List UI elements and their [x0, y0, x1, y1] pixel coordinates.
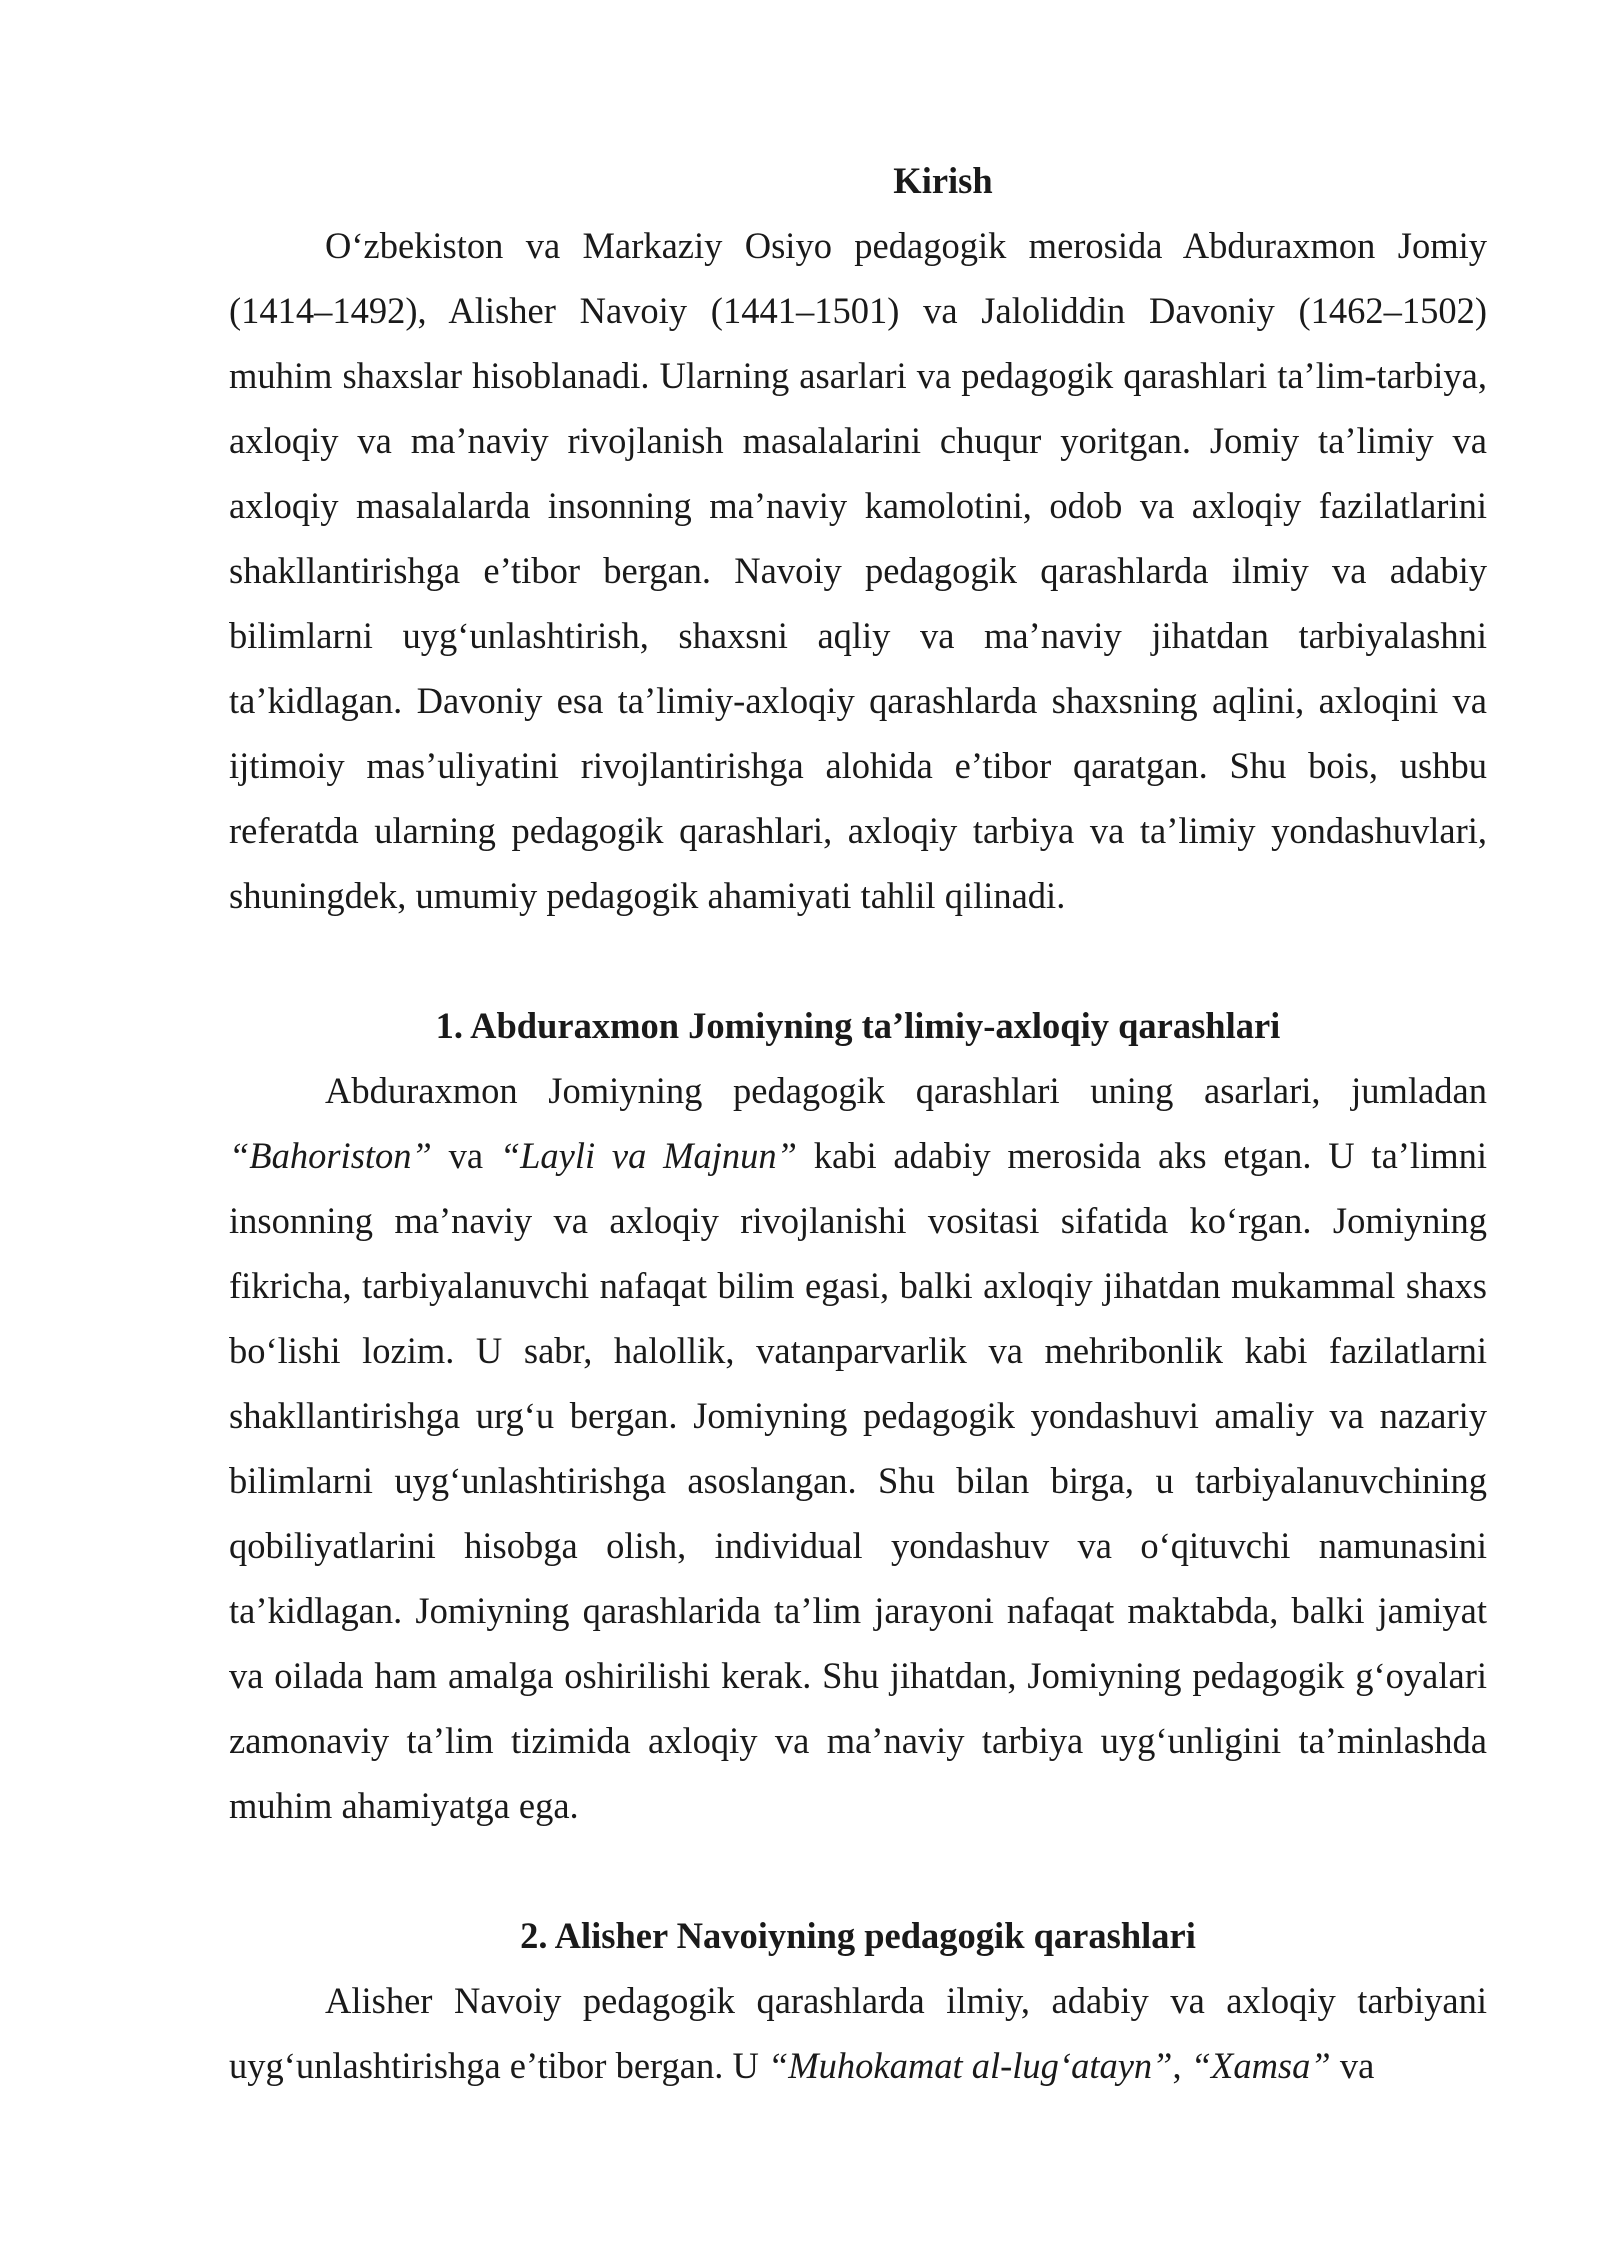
section2-paragraph [229, 1968, 1487, 2098]
section2-text-rest: va [1330, 2045, 1375, 2086]
section1-text-start: Abduraxmon Jomiyning pedagogik qarashlari uning asarlari, jumladan [325, 1070, 1487, 1111]
section-spacer [229, 1838, 1487, 1903]
work-title-layli-va-majnun: “Layli va Majnun” [499, 1135, 797, 1176]
intro-paragraph: O‘zbekiston va Markaziy Osiyo pedagogik merosida Abduraxmon Jomiy (1414–1492), Alisher Navoiy (1441–1501) va Jaloliddin Davoniy (1462–1502) muhim shaxslar hisoblanadi. Ularning asarlari va pedagogik qarashlari ta’lim-tarbiya, axloqiy va ma’naviy rivojlanish masalalarini chuqur yoritgan. Jomiy ta’limiy va axloqiy masalalarda insonning ma’naviy kamolotini, odob va axloqiy fazilatlarini shakllantirishga e’tibor bergan. Navoiy pedagogik qarashlarda ilmiy va adabiy bilimlarni uyg‘unlashtirish, shaxsni aqliy va ma’naviy jihatdan tarbiyalashni ta’kidlagan. Davoniy esa ta’limiy-axloqiy qarashlarda shaxsning aqlini, axloqini va ijtimoiy mas’uliyatini rivojlantirishga alohida e’tibor qaratgan. Shu bois, ushbu referatda ularning pedagogik qarashlari, axloqiy tarbiya va ta’limiy yondashuvlari, shuningdek, umumiy pedagogik ahamiyati tahlil qilinadi. [229, 225, 1487, 916]
section2-text-start: Alisher Navoiy pedagogik qarashlarda ilmiy, adabiy va axloqiy tarbiyani uyg‘unlashtirishga e’tibor bergan. U [229, 1980, 1487, 2086]
section-spacer [229, 928, 1487, 993]
work-title-xamsa: “Xamsa” [1190, 2045, 1331, 2086]
section1-text-rest: kabi adabiy merosida aks etgan. U ta’limni insonning ma’naviy va axloqiy rivojlanishi vositasi sifatida ko‘rgan. Jomiyning fikricha, tarbiyalanuvchi nafaqat bilim egasi, balki axloqiy jihatdan mukammal shaxs bo‘lishi lozim. U sabr, halollik, vatanparvarlik va mehribonlik kabi fazilatlarni shakllantirishga urg‘u bergan. Jomiyning pedagogik yondashuvi amaliy va nazariy bilimlarni uyg‘unlashtirishga asoslangan. Shu bilan birga, u tarbiyalanuvchining qobiliyatlarini hisobga olish, individual yondashuv va o‘qituvchi namunasini ta’kidlagan. Jomiyning qarashlarida ta’lim jarayoni nafaqat maktabda, balki jamiyat va oilada ham amalga oshirilishi kerak. Shu jihatdan, Jomiyning pedagogik g‘oyalari zamonaviy ta’lim tizimida axloqiy va ma’naviy tarbiya uyg‘unligini ta’minlashda muhim ahamiyatga ega. [229, 1135, 1487, 1826]
section1-heading: 1. Abduraxmon Jomiyning ta’limiy-axloqiy qarashlari [435, 1005, 1281, 1046]
work-title-bahoriston: “Bahoriston” [229, 1135, 432, 1176]
work-title-muhokamat: “Muhokamat al-lug‘atayn” [767, 2045, 1173, 2086]
intro-heading: Kirish [893, 160, 993, 201]
section2-heading: 2. Alisher Navoiyning pedagogik qarashlari [520, 1915, 1196, 1956]
section1-conjunction: va [431, 1135, 500, 1176]
document-body [229, 148, 1487, 2098]
section1-paragraph [229, 1058, 1487, 1838]
section2-separator: , [1172, 2045, 1191, 2086]
